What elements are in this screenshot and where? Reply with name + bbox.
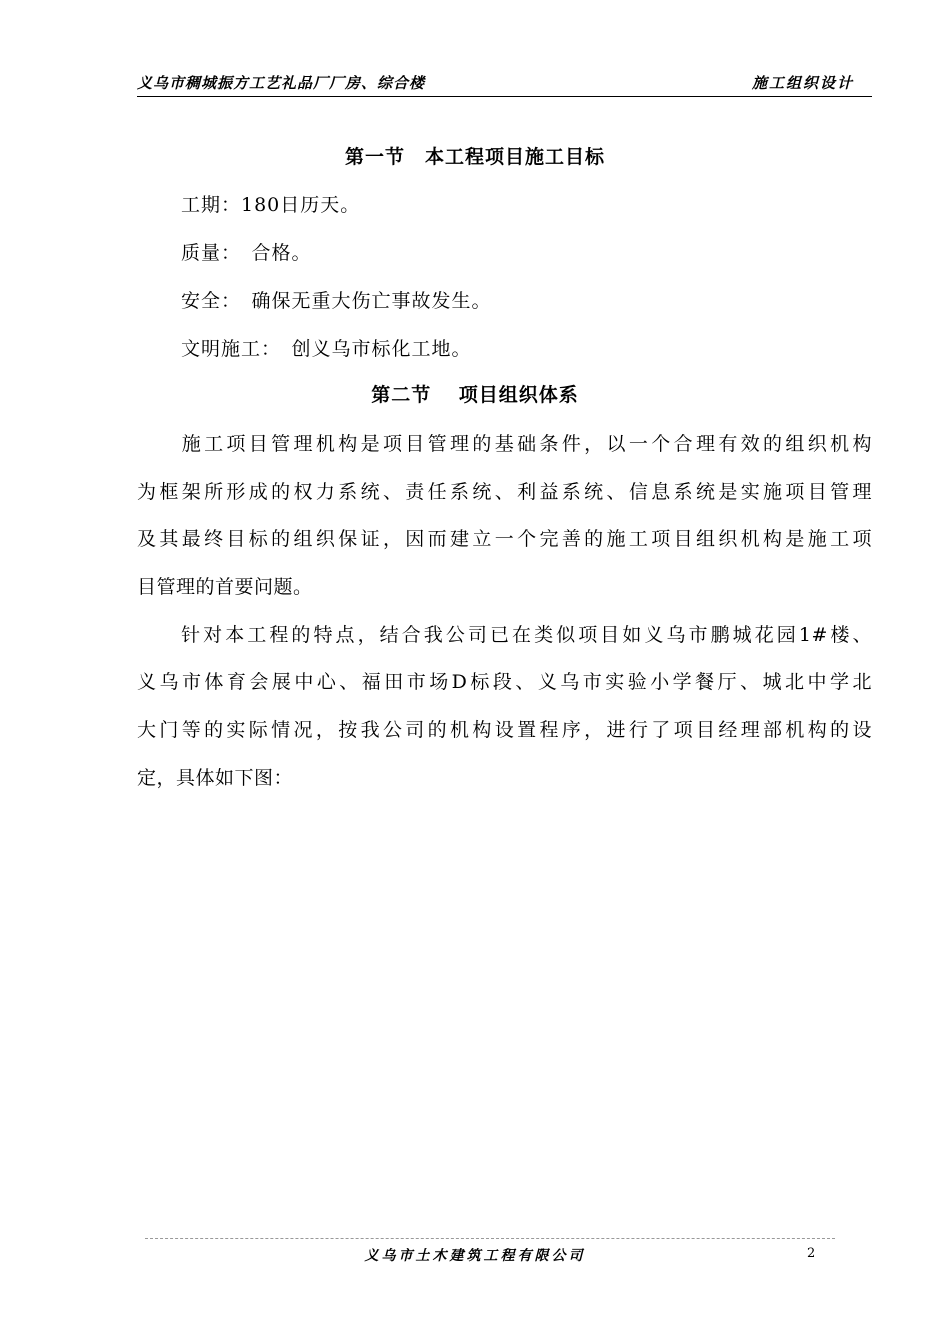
para1-line-1: 施工项目管理机构是项目管理的基础条件，以一个合理有效的组织机构	[137, 433, 872, 455]
goal-duration: 工期：180日历天。	[181, 194, 361, 216]
footer-divider	[145, 1238, 835, 1239]
para2-line-2: 义乌市体育会展中心、福田市场D标段、义乌市实验小学餐厅、城北中学北	[137, 671, 872, 693]
footer-company: 义乌市土木建筑工程有限公司	[364, 1248, 586, 1264]
para2-line-3: 大门等的实际情况，按我公司的机构设置程序，进行了项目经理部机构的设	[137, 719, 872, 741]
goal-quality: 质量： 合格。	[181, 242, 312, 264]
para2-line-1: 针对本工程的特点，结合我公司已在类似项目如义乌市鹏城花园1#楼、	[137, 624, 872, 646]
section1-title: 第一节 本工程项目施工目标	[344, 146, 605, 168]
section2-title: 第二节 项目组织体系	[371, 384, 579, 406]
para2-line-4: 定，具体如下图：	[137, 767, 294, 789]
page-number: 2	[807, 1246, 816, 1261]
goal-civilized: 文明施工： 创义乌市标化工地。	[181, 338, 472, 360]
page-header	[137, 70, 872, 97]
para1-line-4: 目管理的首要问题。	[137, 576, 313, 598]
goal-safety: 安全： 确保无重大伤亡事故发生。	[181, 290, 492, 312]
para1-line-2: 为框架所形成的权力系统、责任系统、利益系统、信息系统是实施项目管理	[137, 481, 872, 503]
header-doc-type: 施工组织设计	[751, 74, 854, 92]
para1-line-3: 及其最终目标的组织保证，因而建立一个完善的施工项目组织机构是施工项	[137, 528, 872, 550]
header-project-name: 义乌市稠城振方工艺礼品厂厂房、综合楼	[137, 74, 426, 92]
